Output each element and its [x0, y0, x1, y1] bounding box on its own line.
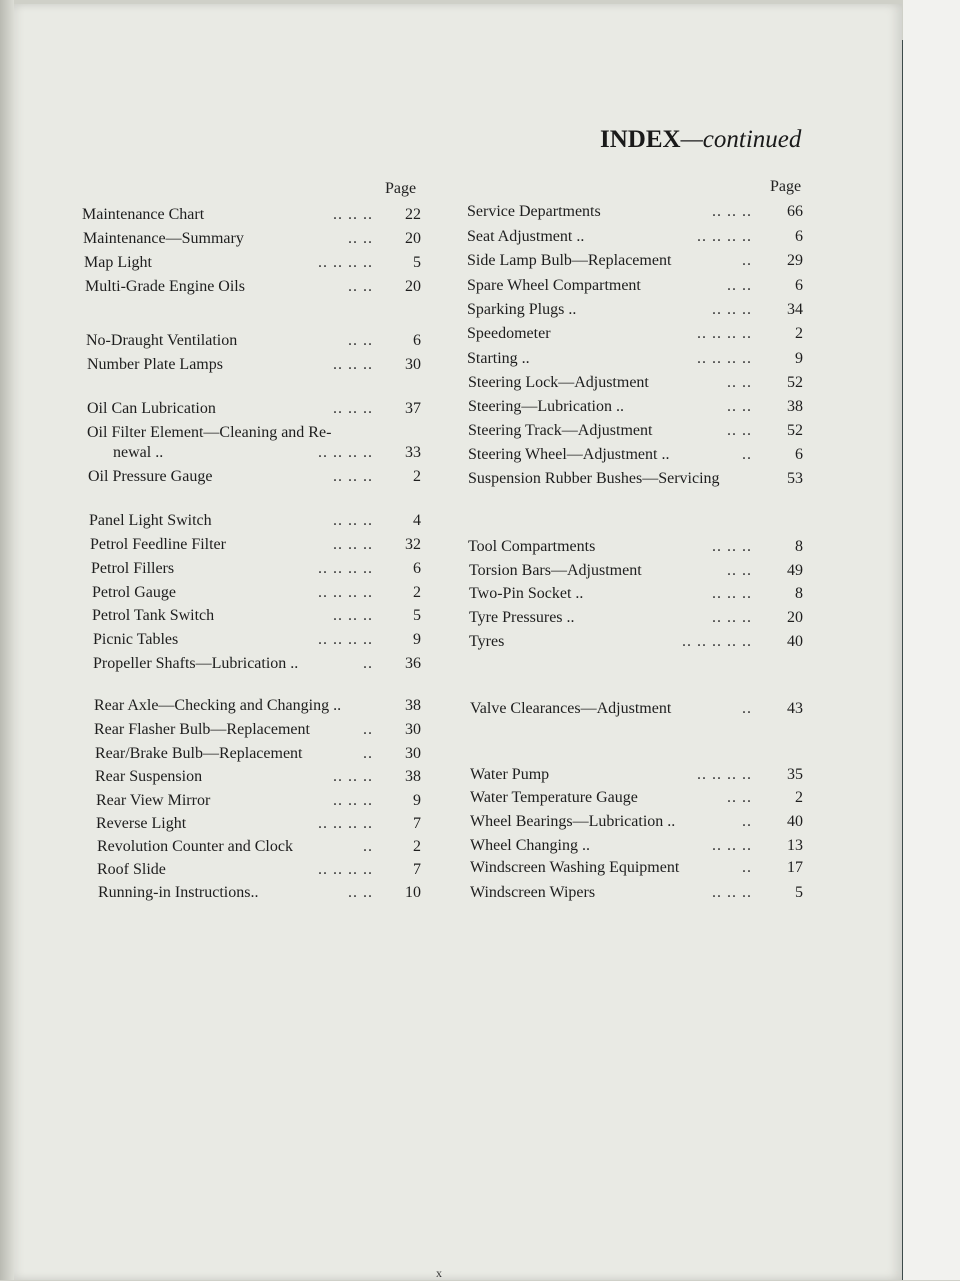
entry-page-number: 53	[787, 470, 803, 487]
leader-dots: .. .. ..	[712, 609, 752, 626]
entry-page-number: 40	[787, 633, 803, 650]
leader-dots: .. .. ..	[333, 206, 373, 223]
leader-dots: .. .. ..	[712, 301, 752, 318]
leader-dots: .. ..	[727, 277, 752, 294]
entry-label: Picnic Tables	[93, 631, 179, 648]
entry-label: Oil Filter Element—Cleaning and Re-	[87, 424, 332, 441]
entry-label: Multi-Grade Engine Oils	[85, 278, 245, 295]
leader-dots: .. .. .. ..	[697, 325, 752, 342]
entry-page-number: 5	[413, 254, 421, 271]
entry-label: Steering Track—Adjustment	[468, 422, 653, 439]
entry-label: Reverse Light	[96, 815, 187, 832]
entry-label: Map Light	[84, 254, 152, 271]
entry-label: Two-Pin Socket ..	[469, 585, 584, 602]
leader-dots: .. .. ..	[712, 837, 752, 854]
entry-label: Maintenance Chart	[82, 206, 205, 223]
entry-label: Number Plate Lamps	[87, 356, 223, 373]
entry-label: Petrol Tank Switch	[92, 607, 215, 624]
leader-dots: .. .. ..	[712, 884, 752, 901]
leader-dots: ..	[363, 721, 373, 738]
entry-label: Petrol Feedline Filter	[90, 536, 226, 553]
entry-label: Tool Compartments	[468, 538, 596, 555]
entry-label: Steering—Lubrication ..	[468, 398, 624, 415]
entry-label: Starting ..	[467, 350, 530, 367]
entry-label: Oil Can Lubrication	[87, 400, 216, 417]
entry-label: Wheel Bearings—Lubrication ..	[470, 813, 676, 830]
entry-page-number: 9	[413, 792, 421, 809]
entry-label: No-Draught Ventilation	[86, 332, 238, 349]
entry-page-number: 2	[795, 789, 803, 806]
entry-page-number: 29	[787, 252, 803, 269]
entry-label: Rear Flasher Bulb—Replacement	[94, 721, 310, 738]
entry-label: Roof Slide	[97, 861, 166, 878]
entry-page-number: 9	[795, 350, 803, 367]
entry-page-number: 6	[795, 446, 803, 463]
entry-page-number: 37	[405, 400, 421, 417]
leader-dots: ..	[742, 252, 752, 269]
entry-page-number: 6	[795, 228, 803, 245]
leader-dots: ..	[742, 813, 752, 830]
entry-label: Side Lamp Bulb—Replacement	[467, 252, 672, 269]
heading-continued: —continued	[680, 126, 802, 153]
entry-page-number: 40	[787, 813, 803, 830]
leader-dots: .. .. .. ..	[318, 815, 373, 832]
entry-label: Tyres	[469, 633, 505, 650]
entry-label: Valve Clearances—Adjustment	[470, 700, 672, 717]
entry-label: Rear View Mirror	[96, 792, 211, 809]
entry-page-number: 52	[787, 422, 803, 439]
entry-label: Steering Lock—Adjustment	[468, 374, 649, 391]
leader-dots: .. ..	[727, 789, 752, 806]
entry-label: Panel Light Switch	[89, 512, 212, 529]
entry-label: newal ..	[113, 444, 164, 461]
leader-dots: ..	[363, 745, 373, 762]
entry-label: Rear/Brake Bulb—Replacement	[95, 745, 303, 762]
entry-label: Spare Wheel Compartment	[467, 277, 641, 294]
entry-label: Windscreen Wipers	[470, 884, 596, 901]
entry-page-number: 9	[413, 631, 421, 648]
leader-dots: .. ..	[348, 230, 373, 247]
entry-label: Propeller Shafts—Lubrication ..	[93, 655, 299, 672]
leader-dots: .. .. .. ..	[697, 766, 752, 783]
entry-page-number: 4	[413, 512, 421, 529]
entry-page-number: 34	[787, 301, 803, 318]
entry-page-number: 2	[795, 325, 803, 342]
entry-label: Running-in Instructions..	[98, 884, 259, 901]
leader-dots: .. ..	[348, 884, 373, 901]
entry-page-number: 30	[405, 745, 421, 762]
leader-dots: ..	[363, 838, 373, 855]
leader-dots: .. .. ..	[333, 356, 373, 373]
leader-dots: .. .. ..	[712, 203, 752, 220]
leader-dots: .. .. .. ..	[318, 254, 373, 271]
entry-label: Maintenance—Summary	[83, 230, 244, 247]
leader-dots: .. ..	[727, 374, 752, 391]
leader-dots: .. .. .. ..	[318, 444, 373, 461]
entry-page-number: 66	[787, 203, 803, 220]
entry-page-number: 49	[787, 562, 803, 579]
entry-label: Rear Suspension	[95, 768, 203, 785]
leader-dots: .. ..	[727, 398, 752, 415]
entry-page-number: 20	[787, 609, 803, 626]
entry-page-number: 2	[413, 838, 421, 855]
entry-page-number: 20	[405, 230, 421, 247]
entry-page-number: 7	[413, 815, 421, 832]
leader-dots: .. .. ..	[333, 792, 373, 809]
entry-page-number: 38	[405, 697, 421, 714]
entry-label: Windscreen Washing Equipment	[470, 859, 680, 876]
page-number-footer: x	[436, 1266, 442, 1280]
entry-label: Tyre Pressures ..	[469, 609, 575, 626]
leader-dots: .. ..	[727, 422, 752, 439]
leader-dots: .. .. .. ..	[318, 861, 373, 878]
entry-page-number: 7	[413, 861, 421, 878]
entry-page-number: 8	[795, 585, 803, 602]
entry-page-number: 32	[405, 536, 421, 553]
background-surface	[903, 0, 960, 1280]
entry-page-number: 5	[413, 607, 421, 624]
leader-dots: .. .. .. ..	[697, 228, 752, 245]
entry-page-number: 17	[787, 859, 803, 876]
entry-page-number: 8	[795, 538, 803, 555]
entry-page-number: 30	[405, 356, 421, 373]
left-page-column-header: Page	[385, 180, 417, 197]
right-page-column-header: Page	[770, 178, 802, 195]
entry-label: Service Departments	[467, 203, 601, 220]
entry-page-number: 52	[787, 374, 803, 391]
entry-page-number: 22	[405, 206, 421, 223]
leader-dots: .. .. ..	[712, 538, 752, 555]
entry-page-number: 35	[787, 766, 803, 783]
leader-dots: .. .. .. ..	[318, 560, 373, 577]
entry-label: Rear Axle—Checking and Changing ..	[94, 697, 342, 714]
entry-page-number: 2	[413, 584, 421, 601]
entry-page-number: 36	[405, 655, 421, 672]
entry-label: Water Pump	[470, 766, 550, 783]
entry-page-number: 38	[787, 398, 803, 415]
entry-page-number: 10	[405, 884, 421, 901]
entry-page-number: 43	[787, 700, 803, 717]
entry-page-number: 6	[795, 277, 803, 294]
entry-label: Petrol Gauge	[92, 584, 176, 601]
leader-dots: .. .. ..	[333, 536, 373, 553]
entry-label: Wheel Changing ..	[470, 837, 590, 854]
leader-dots: .. .. .. ..	[697, 350, 752, 367]
leader-dots: .. .. .. ..	[318, 631, 373, 648]
leader-dots: ..	[742, 446, 752, 463]
leader-dots: ..	[742, 859, 752, 876]
entry-page-number: 38	[405, 768, 421, 785]
entry-label: Sparking Plugs ..	[467, 301, 577, 318]
leader-dots: .. ..	[348, 278, 373, 295]
leader-dots: ..	[363, 655, 373, 672]
entry-label: Water Temperature Gauge	[470, 789, 638, 806]
leader-dots: .. .. ..	[333, 607, 373, 624]
entry-label: Speedometer	[467, 325, 551, 342]
leader-dots: .. .. ..	[333, 512, 373, 529]
leader-dots: .. .. ..	[712, 585, 752, 602]
entry-page-number: 5	[795, 884, 803, 901]
entry-page-number: 13	[787, 837, 803, 854]
leader-dots: ..	[742, 700, 752, 717]
page-heading	[600, 126, 801, 154]
leader-dots: .. .. ..	[333, 468, 373, 485]
entry-page-number: 6	[413, 560, 421, 577]
entry-page-number: 30	[405, 721, 421, 738]
leader-dots: .. ..	[348, 332, 373, 349]
leader-dots: .. ..	[727, 562, 752, 579]
booklet-spine	[0, 0, 14, 1280]
entry-label: Revolution Counter and Clock	[97, 838, 293, 855]
entry-label: Torsion Bars—Adjustment	[469, 562, 642, 579]
entry-page-number: 33	[405, 444, 421, 461]
heading-index: INDEX	[600, 126, 681, 153]
entry-label: Petrol Fillers	[91, 560, 175, 577]
entry-page-number: 2	[413, 468, 421, 485]
entry-label: Seat Adjustment ..	[467, 228, 585, 245]
leader-dots: .. .. ..	[333, 400, 373, 417]
entry-page-number: 6	[413, 332, 421, 349]
leader-dots: .. .. .. .. ..	[682, 633, 752, 650]
entry-label: Oil Pressure Gauge	[88, 468, 213, 485]
entry-page-number: 20	[405, 278, 421, 295]
leader-dots: .. .. .. ..	[318, 584, 373, 601]
leader-dots: .. .. ..	[333, 768, 373, 785]
entry-label: Steering Wheel—Adjustment ..	[468, 446, 670, 463]
entry-label: Suspension Rubber Bushes—Servicing	[468, 470, 720, 487]
